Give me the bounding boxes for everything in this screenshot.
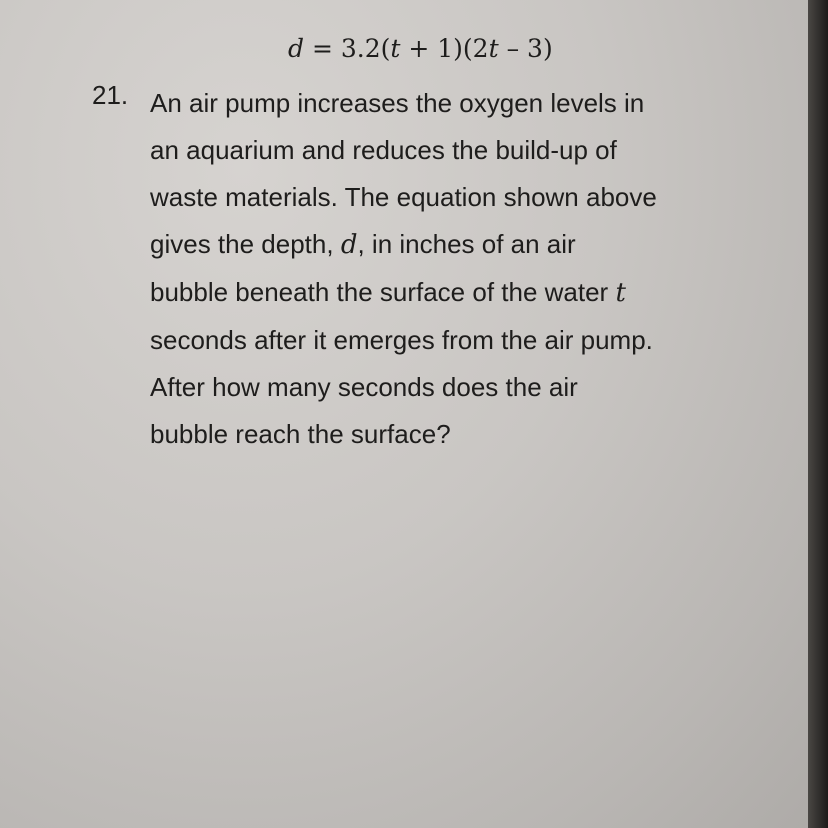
line4-prefix: gives the depth, (150, 229, 341, 259)
page-edge-shadow (808, 0, 828, 828)
equation-rhs-prefix: = 3.2( (304, 34, 391, 63)
line5-var-t: t (615, 278, 626, 308)
question-line-4 (150, 221, 780, 269)
question-line-6: seconds after it emerges from the air pump. (150, 325, 653, 355)
line4-suffix: , in inches of an air (357, 229, 576, 259)
question-number: 21. (92, 80, 129, 110)
question-line-5 (150, 269, 780, 317)
depth-equation (288, 34, 553, 63)
equation-var-t1: t (390, 34, 401, 63)
question-line-1: An air pump increases the oxygen levels in (150, 88, 645, 118)
equation-var-d: d (288, 34, 305, 63)
equation-rhs-mid: + 1)(2 (400, 34, 489, 63)
equation-var-t2: t (488, 34, 499, 63)
question-text (150, 80, 780, 458)
equation-rhs-suffix: – 3) (498, 34, 553, 63)
question-line-8: bubble reach the surface? (150, 419, 451, 449)
question-line-3: waste materials. The equation shown above (150, 182, 657, 212)
line4-var-d: d (340, 230, 358, 260)
question-line-7: After how many seconds does the air (150, 372, 578, 402)
question-line-2: an aquarium and reduces the build-up of (150, 135, 617, 165)
line5-prefix: bubble beneath the surface of the water (150, 277, 616, 307)
